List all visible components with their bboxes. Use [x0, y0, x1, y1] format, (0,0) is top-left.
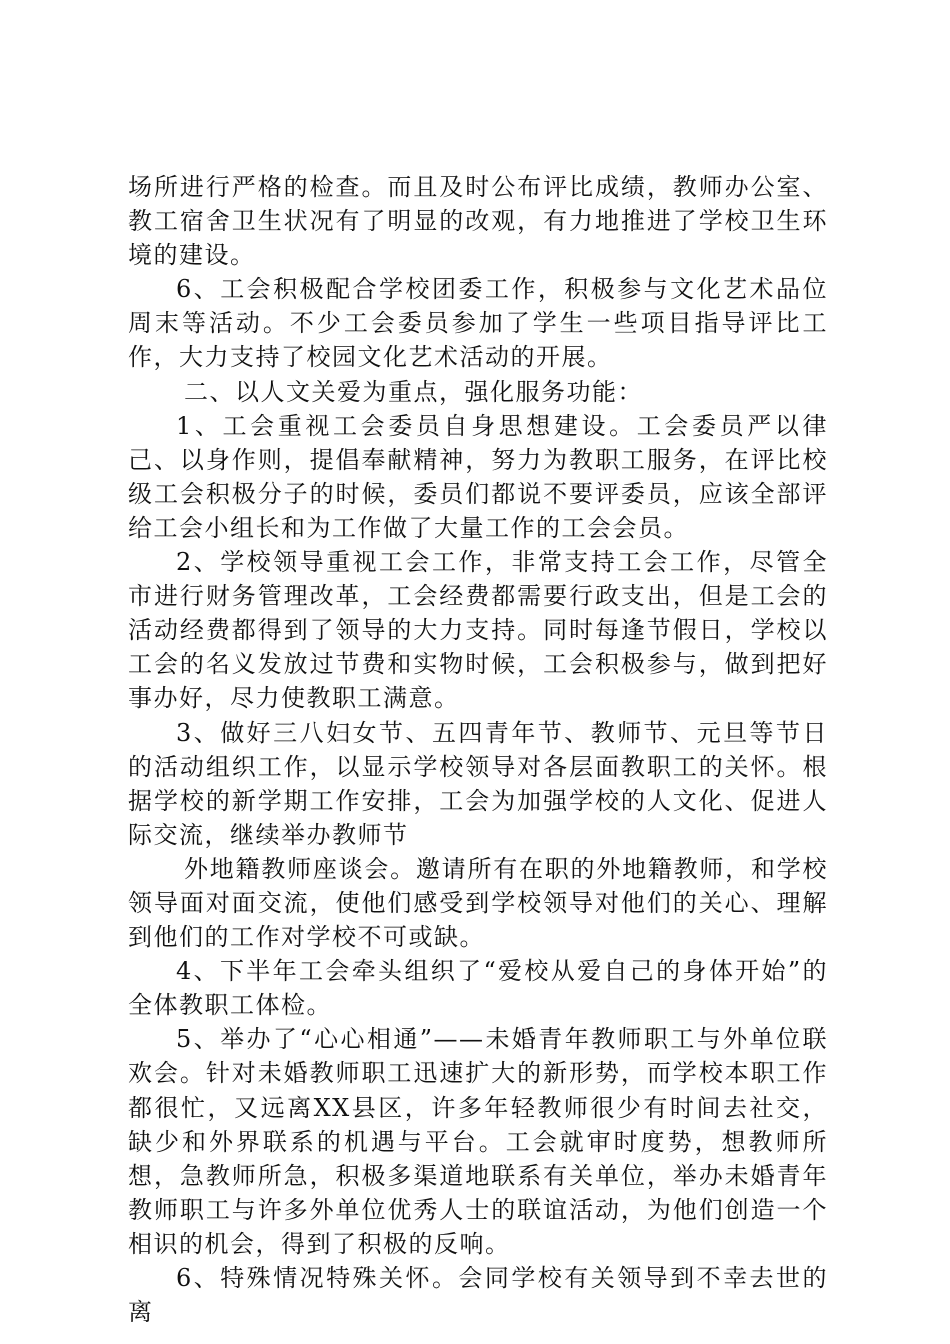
paragraph-nonlocal-teachers: 外地籍教师座谈会。邀请所有在职的外地籍教师，和学校领导面对面交流，使他们感受到学校领导对他们的关心、理解到他们的工作对学校不可或缺。 — [128, 854, 828, 952]
paragraph-item-6-youth-league: 6、工会积极配合学校团委工作，积极参与文化艺术品位周末等活动。不少工会委员参加了学生一些项目指导评比工作，大力支持了校园文化艺术活动的开展。 — [128, 275, 828, 372]
paragraph-item-3-holidays: 3、做好三八妇女节、五四青年节、教师节、元旦等节日的活动组织工作，以显示学校领导对各层面教职工的关怀。根据学校的新学期工作安排，工会为加强学校的人文化、促进人际交流，继续举办教师节 — [128, 718, 828, 849]
paragraph-item-5-social: 5、举办了“心心相通”——未婚青年教师职工与外单位联欢会。针对未婚教师职工迅速扩大的新形势，而学校本职工作都很忙，又远离XX县区，许多年轻教师很少有时间去社交，缺少和外界联系的机遇与平台。工会就审时度势，想教师所想，急教师所急，积极多渠道地联系有关单位，举办未婚青年教师职工与许多外单位优秀人士的联谊活动，为他们创造一个相识的机会，得到了积极的反响。 — [128, 1025, 828, 1258]
paragraph-item-2-leadership: 2、学校领导重视工会工作，非常支持工会工作，尽管全市进行财务管理改革，工会经费都需要行政支出，但是工会的活动经费都得到了领导的大力支持。同时每逢节假日，学校以工会的名义发放过节费和实物时候，工会积极参与，做到把好事办好，尽力使教职工满意。 — [128, 548, 828, 713]
document-body — [128, 170, 828, 1329]
paragraph-item-4-checkup: 4、下半年工会牵头组织了“爱校从爱自己的身体开始”的全体教职工体检。 — [128, 957, 828, 1020]
paragraph-item-1-committee: 1、工会重视工会委员自身思想建设。工会委员严以律己、以身作则，提倡奉献精神，努力为教职工服务，在评比校级工会积极分子的时候，委员们都说不要评委员，应该全部评给工会小组长和为工作做了大量工作的工会会员。 — [128, 411, 828, 542]
paragraph-item-6-special-care: 6、特殊情况特殊关怀。会同学校有关领导到不幸去世的离 — [128, 1264, 828, 1327]
section-heading-humanistic-care: 二、以人文关爱为重点，强化服务功能： — [184, 377, 643, 406]
paragraph-hygiene-continued: 场所进行严格的检查。而且及时公布评比成绩，教师办公室、教工宿舍卫生状况有了明显的改观，有力地推进了学校卫生环境的建设。 — [128, 173, 828, 270]
